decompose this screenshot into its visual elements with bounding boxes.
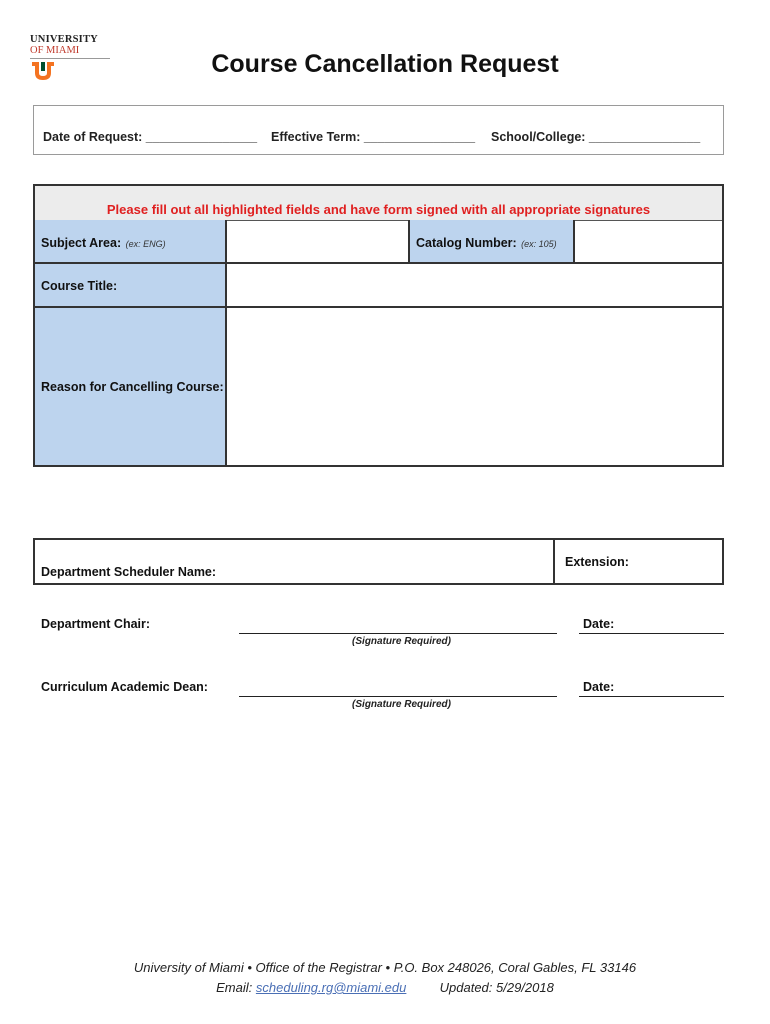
dean-signature-line[interactable] xyxy=(239,696,557,697)
request-info-bar xyxy=(33,105,724,155)
catalog-number-label: Catalog Number: xyxy=(416,236,517,250)
footer-email-link[interactable]: scheduling.rg@miami.edu xyxy=(255,980,407,995)
subject-area-example: (ex: ENG) xyxy=(125,239,166,249)
department-chair-signature-note: (Signature Required) xyxy=(352,636,451,647)
scheduler-box xyxy=(33,538,724,585)
page-title: Course Cancellation Request xyxy=(211,50,559,78)
reason-input[interactable] xyxy=(227,308,722,465)
reason-label: Reason for Cancelling Course: xyxy=(41,380,224,394)
instructions-text: Please fill out all highlighted fields and have form signed with all appropriate signatures xyxy=(106,202,651,217)
subject-area-input[interactable] xyxy=(227,220,410,264)
instructions-banner xyxy=(35,186,722,221)
date-of-request-field[interactable]: Date of Request: ________________ xyxy=(43,130,258,144)
dean-signature-note: (Signature Required) xyxy=(352,699,451,710)
footer-contact xyxy=(0,980,770,995)
department-chair-date-label: Date: xyxy=(583,617,615,631)
catalog-number-input[interactable] xyxy=(575,220,722,264)
logo-line1: UNIVERSITY xyxy=(30,34,98,45)
subject-area-label: Subject Area: xyxy=(41,236,122,250)
subject-area-label-cell xyxy=(35,220,227,264)
department-chair-date-line[interactable] xyxy=(579,633,724,634)
dean-date-line[interactable] xyxy=(579,696,724,697)
scheduler-name-label: Department Scheduler Name: xyxy=(41,565,217,579)
dean-label: Curriculum Academic Dean: xyxy=(41,680,208,694)
reason-label-cell xyxy=(35,308,227,465)
logo-line2: OF MIAMI xyxy=(30,45,80,56)
catalog-number-example: (ex: 105) xyxy=(521,239,557,249)
department-chair-signature-line[interactable] xyxy=(239,633,557,634)
course-title-label: Course Title: xyxy=(41,279,118,293)
department-chair-label: Department Chair: xyxy=(41,617,151,631)
footer-email-prefix: Email: xyxy=(216,980,256,995)
footer-updated: Updated: 5/29/2018 xyxy=(439,980,554,995)
extension-label: Extension: xyxy=(565,555,629,569)
footer-address: University of Miami • Office of the Registrar • P.O. Box 248026, Coral Gables, FL 33146 xyxy=(133,960,637,975)
effective-term-field[interactable]: Effective Term: ________________ xyxy=(271,130,476,144)
course-title-input[interactable] xyxy=(227,264,722,308)
school-college-field[interactable]: School/College: ________________ xyxy=(491,130,701,144)
extension-cell[interactable] xyxy=(555,540,722,583)
course-details-table xyxy=(33,184,724,467)
scheduler-name-cell[interactable] xyxy=(35,540,555,583)
catalog-number-label-cell xyxy=(410,220,575,264)
course-title-label-cell xyxy=(35,264,227,308)
dean-date-label: Date: xyxy=(583,680,615,694)
